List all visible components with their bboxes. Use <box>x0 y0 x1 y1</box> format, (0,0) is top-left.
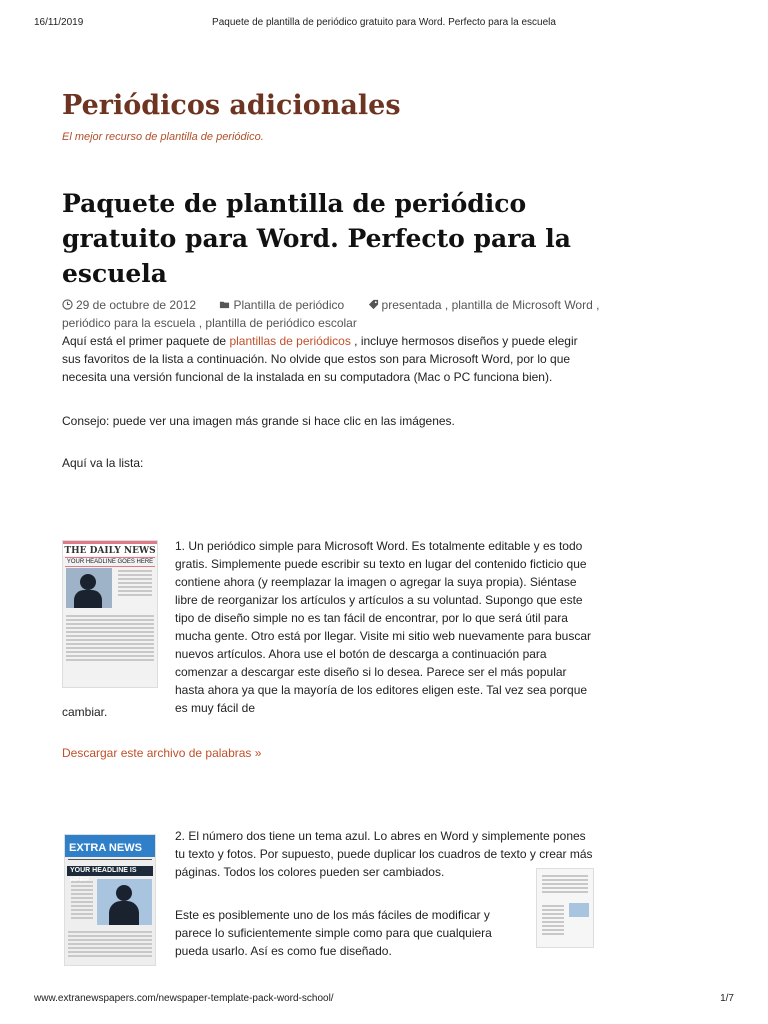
print-page-number: 1/7 <box>720 993 734 1004</box>
intro-paragraph: Aquí está el primer paquete de plantillas de periódicos , incluye hermosos diseños y puede elegir sus favoritos de la lista a continuación. No olvide que estos son para Microsoft Word, por lo que necesita una versión funcional de la instalada en su computadora (Mac o PC funciona bien). <box>62 334 578 384</box>
clock-icon <box>62 299 73 310</box>
daily-news-thumbnail[interactable] <box>62 540 158 688</box>
post-meta <box>62 296 622 332</box>
print-url: www.extranewspapers.com/newspaper-template-pack-word-school/ <box>34 993 334 1004</box>
print-doc-title: Paquete de plantilla de periódico gratuito para Word. Perfecto para la escuela <box>212 17 556 28</box>
download-word-file-link[interactable]: Descargar este archivo de palabras » <box>62 746 262 760</box>
item2-text: 2. El número dos tiene un tema azul. Lo abres en Word y simplemente pones tu texto y fotos. Por supuesto, puede duplicar los cuadros de texto y crear más páginas. Todos los colores pueden ser cambiados. <box>175 829 593 879</box>
tip-paragraph: Consejo: puede ver una imagen más grande si hace clic en las imágenes. <box>62 414 455 428</box>
thumb1-photo <box>66 568 112 608</box>
item1-text: 1. Un periódico simple para Microsoft Word. Es totalmente editable y es todo gratis. Simplemente puede escribir su texto en lugar del contenido ficticio que contiene ahora (y reemplazar la imagen o agregar la suya propia). Siéntase libre de reorganizar los artículos y artículos a su voluntad. Supongo que este tipo de diseño simple no es tan fácil de encontrar, por lo que será útil para mucha gente. Otro está por llegar. Visite mi sitio web nuevamente para buscar nuevos artículos. Ahora use el botón de descarga a continuación para comenzar a descargar este diseño si lo desea. Parece ser el más popular hasta ahora ya que la mayoría de los editores eligen este. Tal vez sea porque es muy fácil de <box>175 539 591 715</box>
site-tagline: El mejor recurso de plantilla de periódico. <box>62 131 264 143</box>
folder-icon <box>219 299 230 310</box>
item2-text-2: Este es posiblemente uno de los más fáciles de modificar y parece lo suficientemente simple como para que cualquiera pueda usarlo. Así es como fue diseñado. <box>175 908 492 958</box>
templates-link[interactable]: plantillas de periódicos <box>229 334 351 348</box>
thumb1-masthead: THE DAILY NEWS <box>63 541 157 556</box>
post-title: Paquete de plantilla de periódico gratuito para Word. Perfecto para la escuela <box>62 189 571 288</box>
post-date[interactable]: 29 de octubre de 2012 <box>76 298 197 312</box>
post-category[interactable]: Plantilla de periódico <box>233 298 345 312</box>
site-title[interactable]: Periódicos adicionales <box>62 90 401 121</box>
extra-news-thumbnail[interactable] <box>64 834 156 966</box>
thumb2-headline: YOUR HEADLINE IS <box>67 866 153 876</box>
thumb2-masthead: EXTRA NEWS <box>65 835 155 857</box>
post-tags[interactable]: presentada , plantilla de Microsoft Word , periódico para la escuela , plantilla de periódico escolar <box>62 298 600 330</box>
extra-news-inner-page-thumbnail[interactable] <box>536 868 594 948</box>
thumb2-photo <box>97 879 152 925</box>
tag-icon <box>368 299 379 310</box>
thumb1-headline: YOUR HEADLINE GOES HERE <box>66 559 154 565</box>
item1-text-end: cambiar. <box>62 705 108 719</box>
print-date: 16/11/2019 <box>34 17 84 28</box>
list-intro: Aquí va la lista: <box>62 456 144 470</box>
